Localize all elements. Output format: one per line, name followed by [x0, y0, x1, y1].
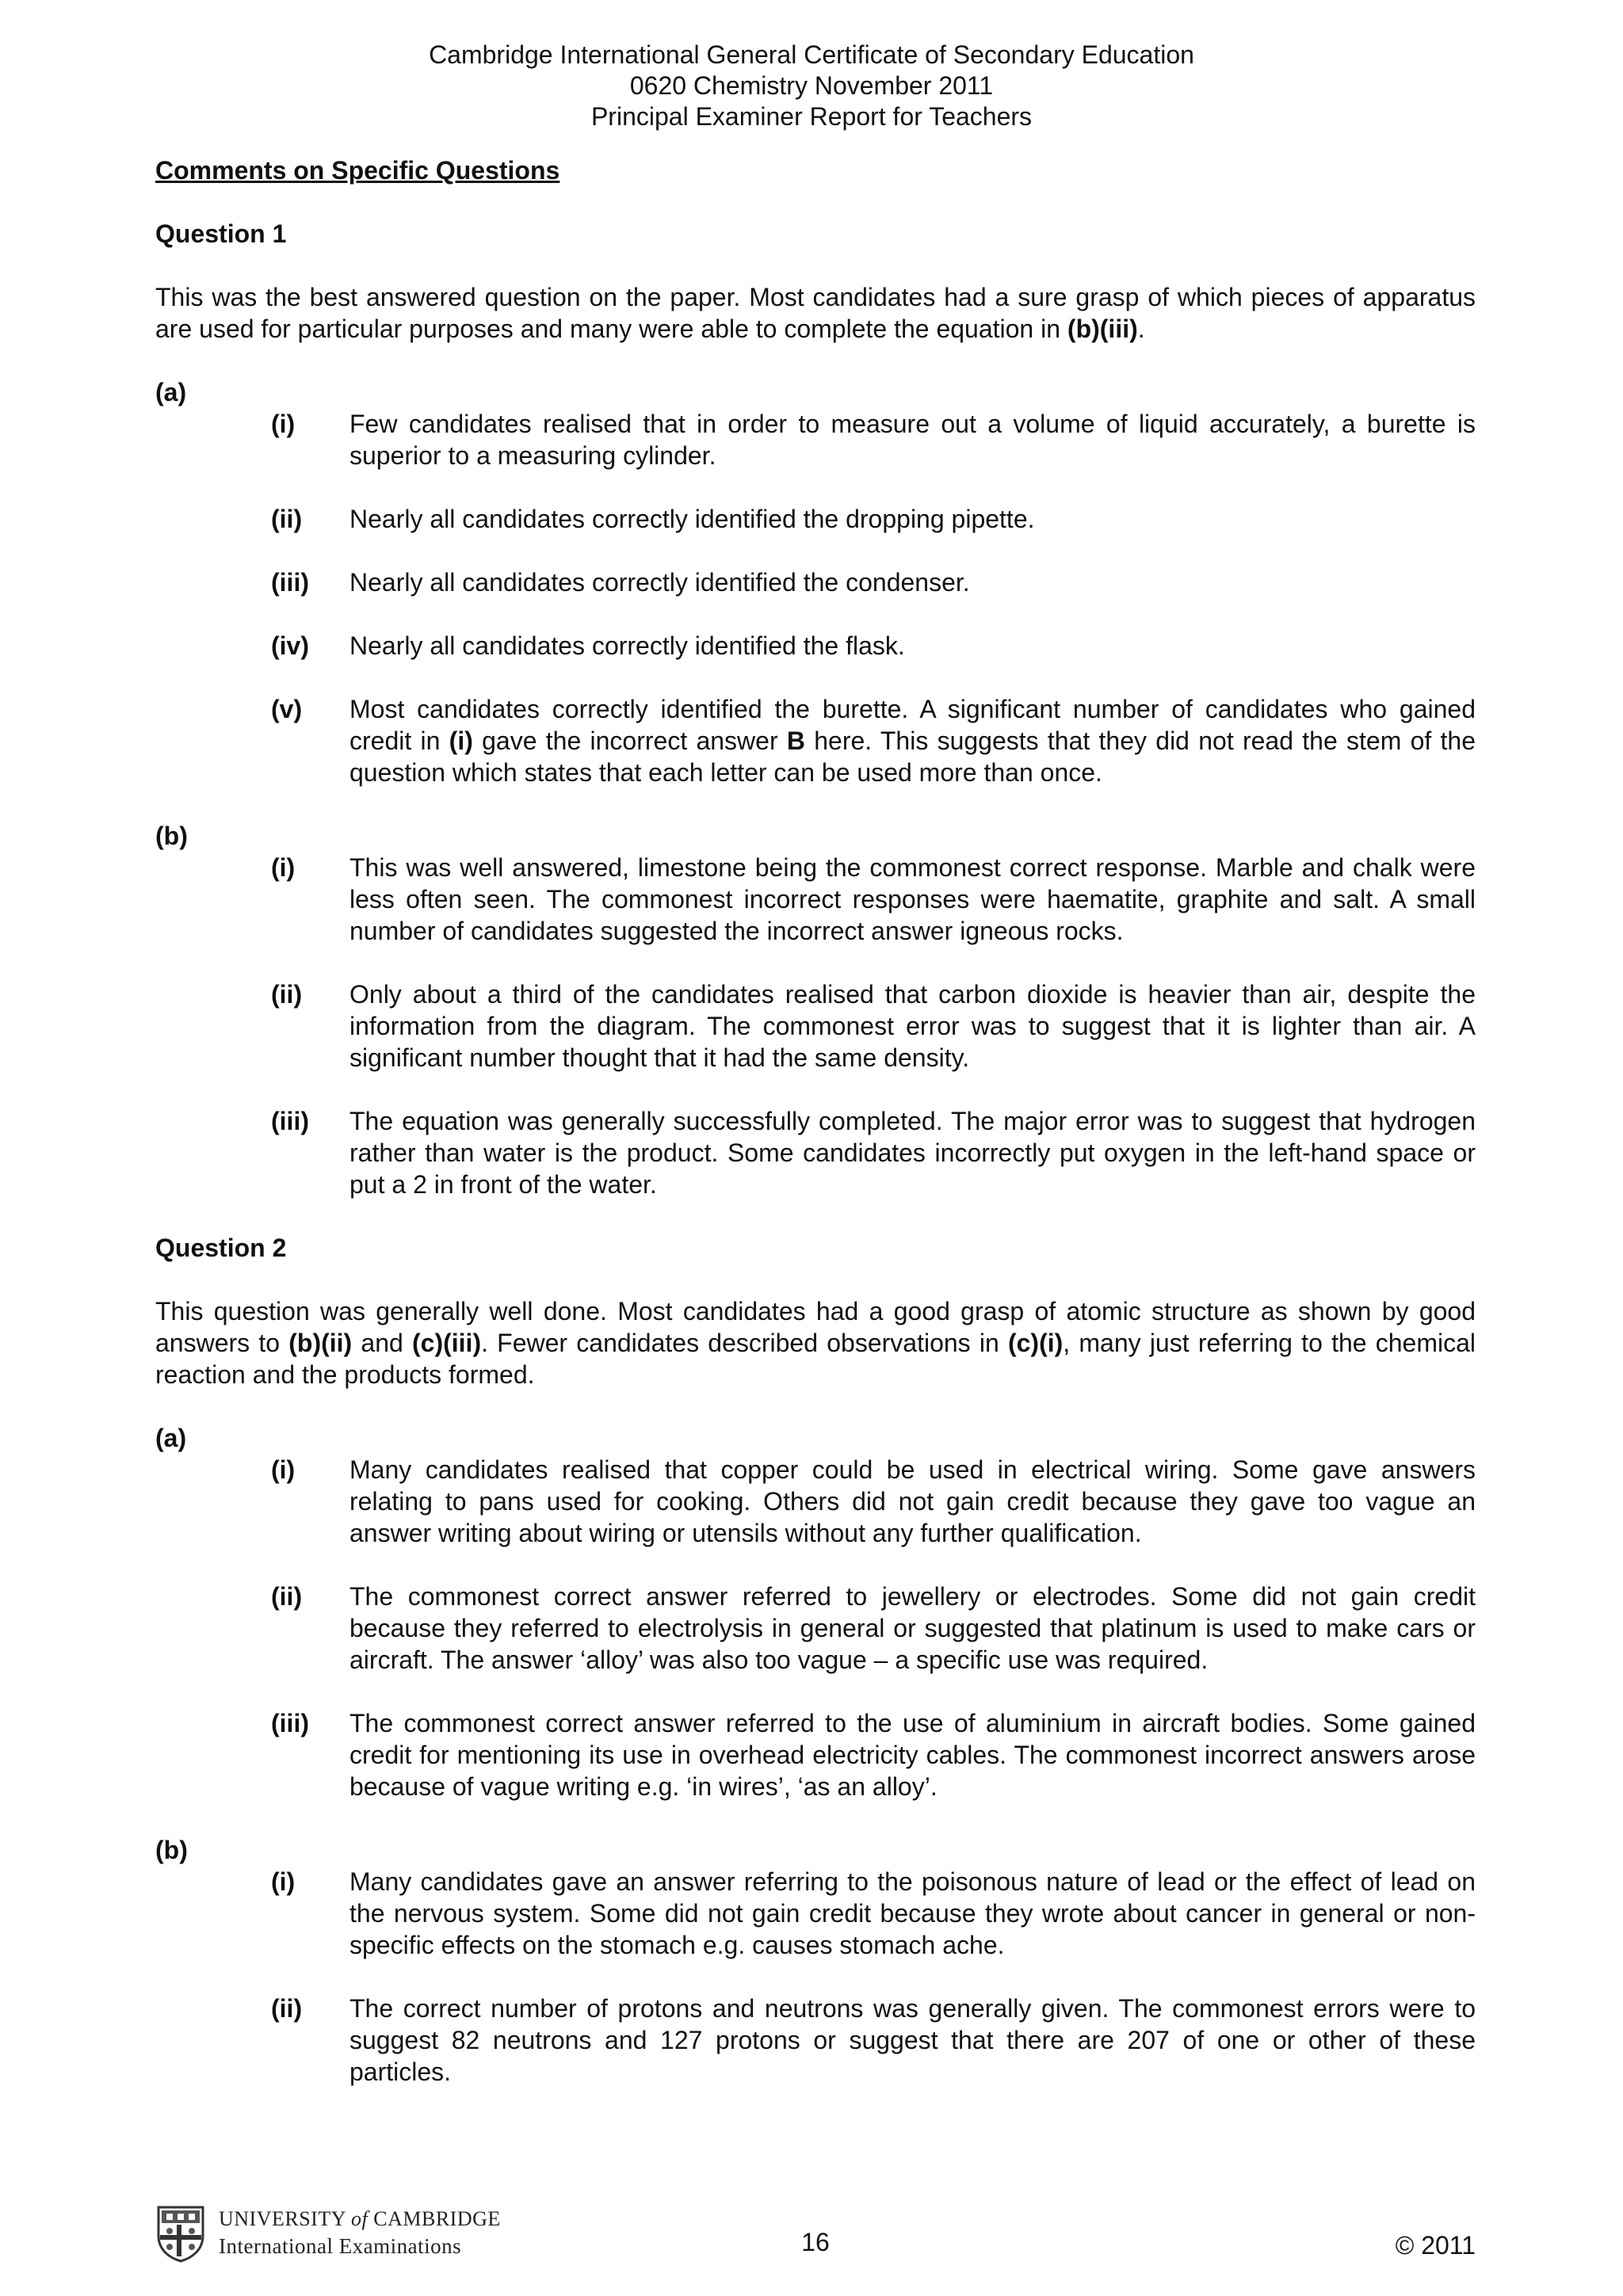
page-header [0, 40, 1623, 132]
q1-a-v [271, 693, 1476, 788]
item-number: (i) [271, 410, 296, 438]
intro-text: . Fewer candidates described observations in [481, 1329, 1008, 1357]
item-number: (i) [271, 853, 296, 882]
logo-word: of [351, 2207, 369, 2230]
q2-a-ii [271, 1581, 1476, 1676]
q1-part-a-label: (a) [155, 378, 187, 406]
logo-word: CAMBRIDGE [373, 2207, 501, 2230]
item-number: (iv) [271, 631, 309, 660]
item-text: gave the incorrect answer [472, 727, 787, 755]
q1-a-iii [271, 566, 1476, 598]
q1-a-iv [271, 630, 1476, 662]
intro-end: . [1137, 315, 1145, 343]
item-text: Many candidates realised that copper could be used in electrical wiring. Some gave answers relating to pans used for cooking. Others did not gain credit because they gave too vague an answer writing about wiring or utensils without any further qualification. [349, 1455, 1476, 1547]
item-text: Nearly all candidates correctly identified the dropping pipette. [349, 505, 1035, 533]
intro-text: , many just referring to the chemical reaction and the products formed. [155, 1329, 1476, 1389]
item-text: Nearly all candidates correctly identified the flask. [349, 631, 905, 660]
item-text: here. This suggests that they did not read the stem of the question which states that each letter can be used more than once. [349, 727, 1476, 787]
section-title: Comments on Specific Questions [155, 156, 560, 185]
item-text: Most candidates correctly identified the burette. A significant number of candidates who gained credit in [349, 695, 1476, 755]
intro-text: and [352, 1329, 412, 1357]
question-1-intro [155, 281, 1476, 345]
q1-b-ii [271, 978, 1476, 1074]
item-ref: (i) [449, 727, 473, 755]
q2-part-b-label: (b) [155, 1836, 188, 1864]
q2-b-i [271, 1866, 1476, 1961]
intro-ref: (b)(iii) [1067, 315, 1138, 343]
page-footer [155, 2204, 1476, 2267]
item-number: (ii) [271, 505, 303, 533]
q1-a-i [271, 408, 1476, 471]
q2-b-ii [271, 1993, 1476, 2088]
intro-ref: (c)(iii) [412, 1329, 482, 1357]
item-text: Nearly all candidates correctly identified the condenser. [349, 568, 970, 597]
item-text: Many candidates gave an answer referring to the poisonous nature of lead or the effect of lead on the nervous system. Some did not gain credit because they wrote about cancer in general or non-specific effects on the stomach e.g. causes stomach ache. [349, 1867, 1476, 1959]
item-text: Few candidates realised that in order to measure out a volume of liquid accurately, a burette is superior to a measuring cylinder. [349, 410, 1476, 470]
intro-ref: (c)(i) [1007, 1329, 1064, 1357]
item-text: The equation was generally successfully completed. The major error was to suggest that hydrogen rather than water is the product. Some candidates incorrectly put oxygen in the left-hand space or put a 2 in front of the water. [349, 1107, 1476, 1199]
item-ref: B [786, 727, 805, 755]
page-content [155, 154, 1476, 2088]
question-2-intro [155, 1295, 1476, 1390]
item-number: (iii) [271, 568, 309, 597]
intro-ref: (b)(ii) [288, 1329, 353, 1357]
header-line-2: 0620 Chemistry November 2011 [629, 71, 994, 100]
item-number: (i) [271, 1867, 296, 1896]
item-number: (ii) [271, 1994, 303, 2023]
item-text: This was well answered, limestone being the commonest correct response. Marble and chalk were less often seen. The commonest incorrect responses were haematite, graphite and salt. A small number of candidates suggested the incorrect answer igneous rocks. [349, 853, 1476, 945]
item-text: The commonest correct answer referred to the use of aluminium in aircraft bodies. Some gained credit for mentioning its use in overhead electricity cables. The commonest incorrect answers arose because of vague writing e.g. ‘in wires’, ‘as an alloy’. [349, 1709, 1476, 1801]
item-text: The correct number of protons and neutrons was generally given. The commonest errors were to suggest 82 neutrons and 127 protons or suggest that there are 207 of one or other of these particles. [349, 1994, 1476, 2086]
q2-a-iii [271, 1707, 1476, 1802]
logo-word: UNIVERSITY [219, 2207, 346, 2230]
q1-b-iii [271, 1105, 1476, 1200]
intro-text: This question was generally well done. Most candidates had a good grasp of atomic structure as shown by good answers to [155, 1297, 1476, 1357]
q2-part-a-label: (a) [155, 1424, 187, 1452]
intro-text: This was the best answered question on the paper. Most candidates had a sure grasp of which pieces of apparatus are used for particular purposes and many were able to complete the equation in [155, 283, 1476, 343]
item-text: Only about a third of the candidates realised that carbon dioxide is heavier than air, despite the information from the diagram. The commonest error was to suggest that it is lighter than air. A significant number thought that it had the same density. [349, 980, 1476, 1072]
item-number: (i) [271, 1455, 296, 1484]
q2-a-i [271, 1454, 1476, 1549]
q1-part-b-label: (b) [155, 822, 188, 850]
header-line-1: Cambridge International General Certificate of Secondary Education [429, 40, 1194, 69]
q1-b-i [271, 852, 1476, 947]
item-number: (iii) [271, 1107, 309, 1135]
item-text: The commonest correct answer referred to jewellery or electrodes. Some did not gain credit because they referred to electrolysis in general or suggested that platinum is used to make cars or aircraft. The answer ‘alloy’ was also too vague – a specific use was required. [349, 1582, 1476, 1674]
page-number: 16 [801, 2228, 830, 2256]
item-number: (ii) [271, 980, 303, 1009]
question-2-heading: Question 2 [155, 1234, 287, 1262]
question-1-heading: Question 1 [155, 219, 287, 248]
header-line-3: Principal Examiner Report for Teachers [590, 102, 1033, 131]
item-number: (v) [271, 695, 303, 723]
q1-a-ii [271, 503, 1476, 535]
item-number: (ii) [271, 1582, 303, 1611]
item-number: (iii) [271, 1709, 309, 1737]
logo-line-2: International Examinations [219, 2234, 462, 2258]
copyright: © 2011 [1395, 2231, 1476, 2260]
